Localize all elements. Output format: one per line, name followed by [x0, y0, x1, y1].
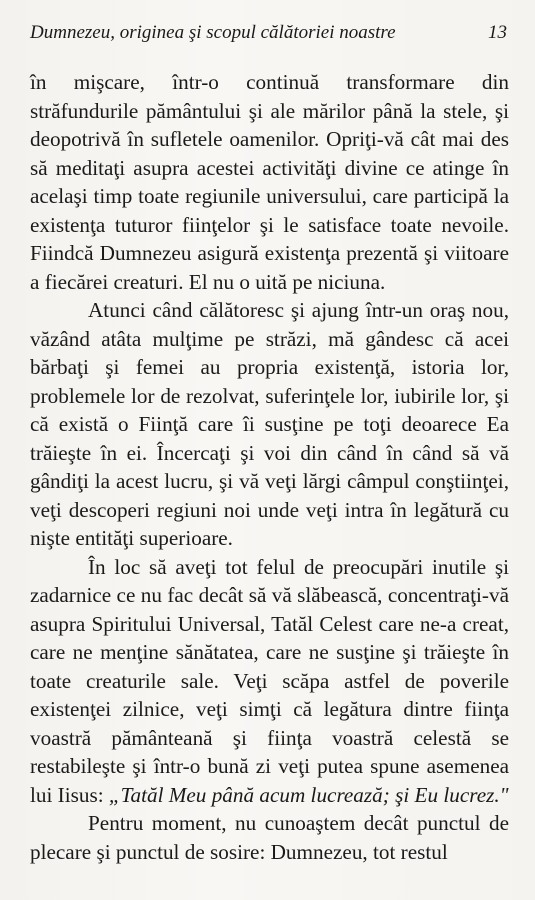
paragraph-3-text: În loc să aveţi tot felul de preocupări inutile şi zadarnice ce nu fac decât să vă slăbească, concentraţi-vă asupra Spiritului Universal, Tatăl Celest care ne-a creat, care ne menţine sănătatea, care ne susţine şi trăieşte în toate creaturile sale. Veţi scăpa astfel de poverile existenţei zilnice, veţi simţi că legătura dintre fiinţa voastră pământeană şi fiinţa voastră celestă se restabileşte şi într-o bună zi veţi putea spune asemenea lui Iisus:: [30, 554, 509, 807]
running-header: [30, 22, 509, 44]
paragraph-4: Pentru moment, nu cunoaştem decât punctul de plecare şi punctul de sosire: Dumnezeu, tot restul: [30, 811, 509, 864]
jesus-quote: „Tatăl Meu până acum lucrează; şi Eu lucrez.": [108, 782, 509, 807]
paragraph-1: în mişcare, într-o continuă transformare din străfundurile pământului şi ale mărilor până la stele, şi deopotrivă în sufletele oamenilor. Opriţi-vă cât mai des să meditaţi asupra acestei activităţi divine ce atinge în acelaşi timp toate regiunile universului, care participă la existenţa tuturor fiinţelor şi le satisface toate nevoile. Fiindcă Dumnezeu asigură existenţa prezentă şi viitoare a fiecărei creaturi. El nu o uită pe niciuna.: [30, 70, 509, 294]
running-title: Dumnezeu, originea şi scopul călătoriei noastre: [30, 22, 396, 43]
paragraph-2: Atunci când călătoresc şi ajung într-un oraş nou, văzând atâta mulţime pe străzi, mă gândesc că acei bărbaţi şi femei au propria existenţă, istoria lor, problemele lor de rezolvat, suferinţele lor, iubirile lor, şi că există o Fiinţă care îi susţine pe toţi deoarece Ea trăieşte în ei. Încercaţi şi voi din când în când să vă gândiţi la acest lucru, şi vă veţi lărgi câmpul conştiinţei, veţi descoperi regiuni noi unde veţi intra în legătură cu nişte entităţi superioare.: [30, 298, 509, 550]
page-number: 13: [488, 22, 507, 43]
paragraph-3: [30, 553, 509, 810]
body-text: [30, 68, 509, 866]
